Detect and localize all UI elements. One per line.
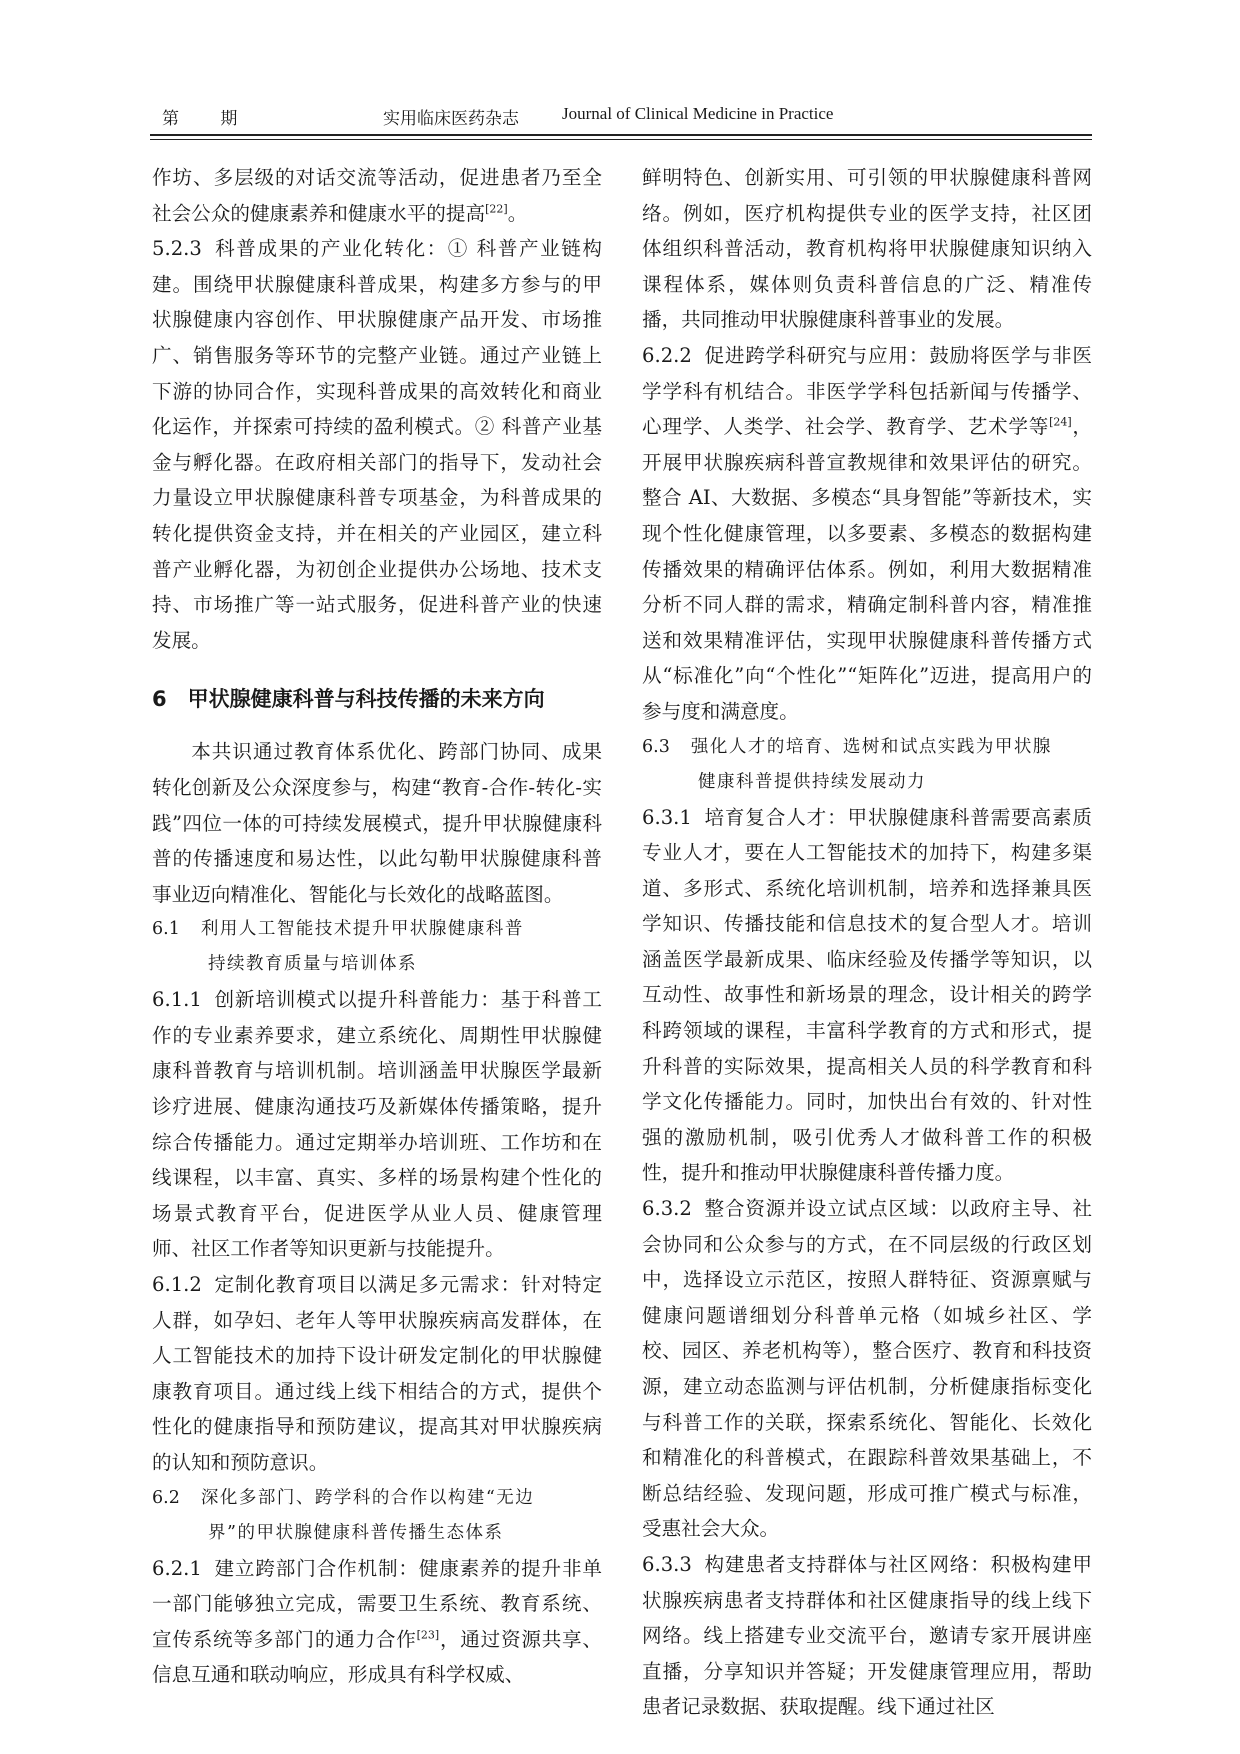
section-5-2-3: 5.2.3 科普成果的产业化转化：① 科普产业链构建。围绕甲状腺健康科普成果，构建多方参与的甲状腺健康内容创作、甲状腺健康产品开发、市场推广、销售服务等环节的完整产业链。通过产业链上下游的协同合作，实现科普成果的高效转化和商业化运作，并探索可持续的盈利模式。② 科普产业基金与孵化器。在政府相关部门的指导下，发动社会力量设立甲状腺健康科普专项基金，为科普成果的转化提供资金支持，并在相关的产业园区，建立科普产业孵化器，为初创企业提供办公场地、技术支持、市场推广等一站式服务，促进科普产业的快速发展。 [152,237,602,652]
section-heading-6: 6 甲状腺健康科普与科技传播的未来方向 [152,687,545,712]
header-rule-thin [150,139,1092,140]
right-column [642,160,1092,1725]
paragraph: 鲜明特色、创新实用、可引领的甲状腺健康科普网络。例如，医疗机构提供专业的医学支持，社区团体组织科普活动，教育机构将甲状腺健康知识纳入课程体系，媒体则负责科普信息的广泛、精准传播，共同推动甲状腺健康科普事业的发展。 [642,166,1092,332]
subsection-heading-6-1: 6.1 利用人工智能技术提升甲状腺健康科普 持续教育质量与培训体系 [152,919,524,975]
section-6-2-2: 6.2.2 促进跨学科研究与应用：鼓励将医学与非医学学科有机结合。非医学学科包括新闻与传播学、心理学、人类学、社会学、教育学、艺术学等[24]，开展甲状腺疾病科普宣教规律和效果评估的研究。整合 AI、大数据、多模态“具身智能”等新技术，实现个性化健康管理，以多要素、多模态的数据构建传播效果的精确评估体系。例如，利用大数据精准分析不同人群的需求，精确定制科普内容，精准推送和效果精准评估，实现甲状腺健康科普传播方式从“标准化”向“个性化”“矩阵化”迈进，提高用户的参与度和满意度。 [642,343,1093,723]
section-number: 5.2.3 [152,237,202,261]
section-6-1-2: 6.1.2 定制化教育项目以满足多元需求：针对特定人群，如孕妇、老年人等甲状腺疾病高发群体，在人工智能技术的加持下设计研发定制化的甲状腺健康教育项目。通过线上线下相结合的方式，提供个性化的健康指导和预防建议，提高其对甲状腺疾病的认知和预防意识。 [152,1273,602,1474]
paragraph: 本共识通过教育体系优化、跨部门协同、成果转化创新及公众深度参与，构建“教育-合作-转化-实践”四位一体的可持续发展模式，提升甲状腺健康科普的传播速度和易达性，以此勾勒甲状腺健康科普事业迈向精准化、智能化与长效化的战略蓝图。 [152,740,602,906]
citation: [23] [416,1628,440,1642]
citation: [22] [485,202,508,216]
running-header [150,100,1092,130]
section-6-1-1: 6.1.1 创新培训模式以提升科普能力：基于科普工作的专业素养要求，建立系统化、周期性甲状腺健康科普教育与培训机制。培训涵盖甲状腺医学最新诊疗进展、健康沟通技巧及新媒体传播策略，提升综合传播能力。通过定期举办培训班、工作坊和在线课程，以丰富、真实、多样的场景构建个性化的场景式教育平台，促进医学从业人员、健康管理师、社区工作者等知识更新与技能提升。 [152,988,602,1261]
issue-label: 第 期 [162,109,256,129]
journal-name-cn: 实用临床医药杂志 [383,109,519,129]
section-6-2-1: 6.2.1 建立跨部门合作机制：健康素养的提升非单一部门能够独立完成，需要卫生系统、教育系统、宣传系统等多部门的通力合作[23]，通过资源共享、信息互通和联动响应，形成具有科学权威、 [152,1556,603,1687]
subsection-heading-6-2: 6.2 深化多部门、跨学科的合作以构建“无边 界”的甲状腺健康科普传播生态体系 [152,1487,535,1543]
journal-name-en: Journal of Clinical Medicine in Practice [562,104,834,123]
left-column [152,160,602,1693]
subsection-heading-6-3: 6.3 强化人才的培育、选树和试点实践为甲状腺 健康科普提供持续发展动力 [642,736,1052,792]
header-rule-thick [150,134,1092,136]
section-6-3-3: 6.3.3 构建患者支持群体与社区网络：积极构建甲状腺疾病患者支持群体和社区健康指导的线上线下网络。线上搭建专业交流平台，邀请专家开展讲座直播，分享知识并答疑；开发健康管理应用，帮助患者记录数据、获取提醒。线下通过社区 [642,1552,1092,1719]
section-6-3-2: 6.3.2 整合资源并设立试点区域：以政府主导、社会协同和公众参与的方式，在不同层级的行政区划中，选择设立示范区，按照人群特征、资源禀赋与健康问题谱细划分科普单元格（如城乡社区、学校、园区、养老机构等），整合医疗、教育和科技资源，建立动态监测与评估机制，分析健康指标变化与科普工作的关联，探索系统化、智能化、长效化和精准化的科普模式，在跟踪科普效果基础上，不断总结经验、发现问题，形成可推广模式与标准，受惠社会大众。 [642,1197,1092,1541]
citation: [24] [1049,415,1072,429]
paragraph: 作坊、多层级的对话交流等活动，促进患者乃至全社会公众的健康素养和健康水平的提高[22]。 [152,166,602,225]
section-6-3-1: 6.3.1 培育复合人才：甲状腺健康科普需要高素质专业人才，要在人工智能技术的加持下，构建多渠道、多形式、系统化培训机制，培养和选择兼具医学知识、传播技能和信息技术的复合型人才。培训涵盖医学最新成果、临床经验及传播学等知识，以互动性、故事性和新场景的理念，设计相关的跨学科跨领域的课程，丰富科学教育的方式和形式，提升科普的实际效果，提高相关人员的科学教育和科学文化传播能力。同时，加快出台有效的、针对性强的激励机制，吸引优秀人才做科普工作的积极性，提升和推动甲状腺健康科普传播力度。 [642,805,1092,1185]
